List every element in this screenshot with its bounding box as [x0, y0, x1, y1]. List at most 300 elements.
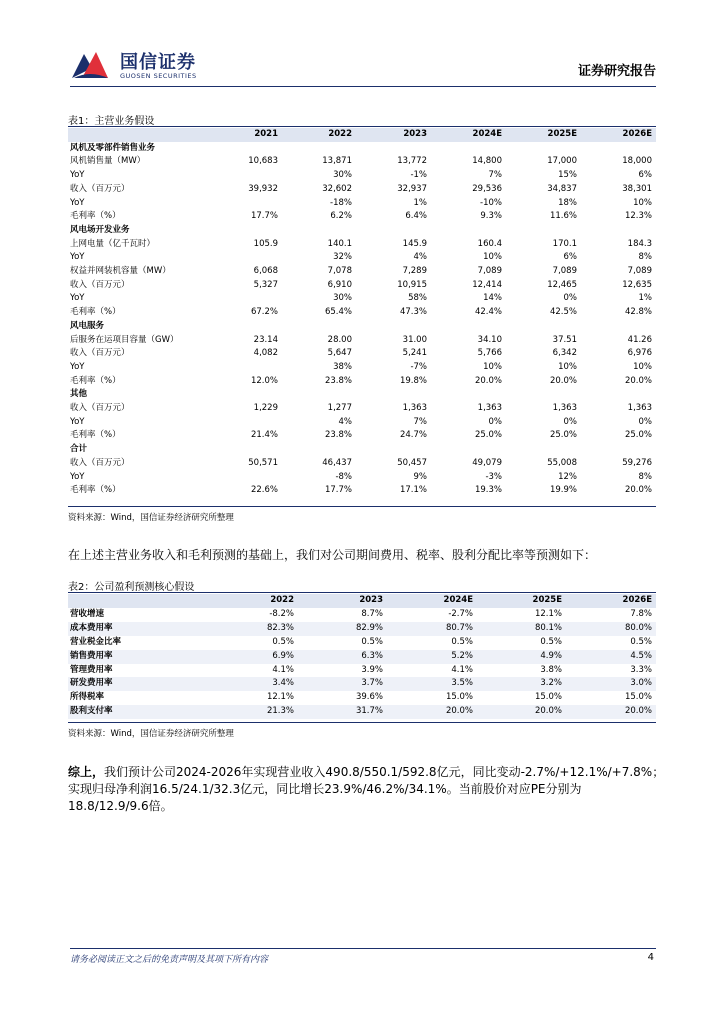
table-row [68, 402, 656, 416]
row-label: YoY [70, 361, 85, 372]
table-cell: 6.3% [298, 650, 387, 664]
table-cell: 10% [633, 197, 652, 208]
table-cell: -8.2% [269, 608, 294, 619]
table-cell: 24.7% [399, 430, 427, 441]
table-cell: 5.2% [387, 650, 477, 664]
table-cell: 32,602 [322, 183, 352, 194]
table-cell: 42.8% [624, 307, 652, 318]
row-label: 毛利率（%） [70, 485, 121, 496]
row-label: 上网电量（亿千瓦时） [70, 238, 156, 249]
row-label: 营收增速 [70, 608, 105, 619]
table-cell [506, 224, 581, 238]
table-cell: 30% [333, 293, 352, 304]
table-cell: 65.4% [324, 307, 352, 318]
table-cell: 11.6% [549, 211, 577, 222]
table-cell: 6% [563, 252, 577, 263]
row-label: 收入（百万元） [70, 457, 130, 468]
table-cell: 3.3% [630, 664, 652, 675]
table-cell: 4.5% [566, 650, 656, 664]
header-cell-year: 2022 [282, 128, 356, 142]
table-cell: 38,301 [622, 183, 652, 194]
table-cell: 12,465 [547, 279, 577, 290]
intro-paragraph: 在上述主营业务收入和毛利预测的基础上，我们对公司期间费用、税率、股利分配比率等预测如下： [68, 548, 597, 562]
table-cell: 0% [638, 416, 652, 427]
table-cell: 18,000 [622, 156, 652, 167]
table-cell [581, 320, 656, 334]
table-row [68, 169, 656, 183]
table-cell: 15.0% [445, 692, 473, 703]
footer-divider [70, 948, 656, 949]
table-cell: 3.4% [208, 677, 298, 691]
table-row [68, 197, 656, 211]
table-cell: -2.7% [448, 608, 473, 619]
header-cell-year: 2025E [477, 594, 566, 608]
table-cell [356, 320, 431, 334]
table-cell: 0% [563, 416, 577, 427]
table-cell: 3.7% [298, 677, 387, 691]
table-cell: 46,437 [322, 457, 352, 468]
table-cell: 15.0% [534, 692, 562, 703]
table-cell: 20.0% [387, 705, 477, 719]
header-cell-year: 2025E [506, 128, 581, 142]
table-cell: 28.00 [327, 334, 352, 345]
table-cell: 31.00 [402, 334, 427, 345]
table1-source: 资料来源：Wind，国信证券经济研究所整理 [68, 513, 234, 523]
table-cell: 7,089 [627, 266, 652, 277]
row-label: 收入（百万元） [70, 348, 130, 359]
row-label: YoY [70, 293, 85, 304]
table-cell [208, 388, 282, 402]
table-cell: 12,635 [622, 279, 652, 290]
table-cell: 50,571 [248, 457, 278, 468]
table-cell: 10% [633, 361, 652, 372]
table-cell: 19.9% [549, 485, 577, 496]
table-cell: 23.8% [324, 375, 352, 386]
header-cell-year: 2026E [581, 128, 656, 142]
table-cell: 10% [558, 361, 577, 372]
table-cell: 13,772 [397, 156, 427, 167]
table-cell [282, 443, 356, 457]
row-label: 收入（百万元） [70, 279, 130, 290]
row-label: 后服务在运项目容量（GW） [70, 334, 179, 345]
table-row [68, 334, 656, 348]
header-cell-year: 2023 [298, 594, 387, 608]
table-cell: 80.1% [477, 622, 566, 636]
guosen-logo-icon [70, 48, 110, 82]
header-cell-year: 2021 [208, 128, 282, 142]
table-row [68, 429, 656, 443]
table-cell: -1% [410, 170, 427, 181]
table-row [68, 677, 656, 691]
row-label: YoY [70, 197, 85, 208]
table-cell: 34,837 [547, 183, 577, 194]
table-cell: 8.7% [361, 608, 383, 619]
table-cell: 4.1% [451, 664, 473, 675]
table-cell: 15% [558, 170, 577, 181]
table-row [68, 238, 656, 252]
table-cell: 58% [408, 293, 427, 304]
row-label: 所得税率 [70, 692, 105, 703]
table-cell: 17.1% [399, 485, 427, 496]
table-cell: 50,457 [397, 457, 427, 468]
profit-forecast-assumptions-table [68, 594, 656, 719]
table-cell: 32,937 [397, 183, 427, 194]
table-cell: 5,647 [327, 348, 352, 359]
table-cell: 14,800 [472, 156, 502, 167]
table1-caption: 表1：主营业务假设 [68, 116, 155, 127]
table-cell: 17.7% [324, 485, 352, 496]
summary-paragraph [68, 764, 665, 815]
table-cell [282, 320, 356, 334]
table-cell: 10% [483, 361, 502, 372]
table-cell: 1,363 [477, 403, 502, 414]
table-cell: 8% [638, 252, 652, 263]
table-row [68, 347, 656, 361]
table-cell: 17,000 [547, 156, 577, 167]
table-cell: 3.9% [361, 664, 383, 675]
table-cell [208, 416, 282, 430]
table-cell: 80.0% [566, 622, 656, 636]
table-cell: 47.3% [399, 307, 427, 318]
table-cell: 6.4% [405, 211, 427, 222]
table-header-row [68, 594, 656, 608]
table-cell [208, 443, 282, 457]
header-cell-label [68, 594, 208, 608]
table-cell: 6,910 [327, 279, 352, 290]
table-cell: 0.5% [451, 636, 473, 647]
table-cell: 21.4% [250, 430, 278, 441]
table-cell: 67.2% [250, 307, 278, 318]
footer-disclaimer: 请务必阅读正文之后的免责声明及其项下所有内容 [70, 955, 269, 965]
table-cell: 31.7% [298, 705, 387, 719]
table-row [68, 650, 656, 664]
table-row [68, 251, 656, 265]
table-cell: 140.1 [327, 238, 352, 249]
table-cell: 160.4 [477, 238, 502, 249]
table-cell: 4% [413, 252, 427, 263]
main-business-assumptions-table [68, 128, 656, 498]
table2-top-rule [68, 592, 656, 593]
table-cell: 1,277 [327, 403, 352, 414]
table-cell: 7,089 [477, 266, 502, 277]
summary-line-1: 我们预计公司2024-2026年实现营业收入490.8/550.1/592.8亿元，同比变动-2.7%/+12.1%/+7.8%； [104, 765, 665, 779]
table-cell: 19.3% [474, 485, 502, 496]
table-cell: -8% [335, 471, 352, 482]
table-cell: 1,363 [552, 403, 577, 414]
table-cell: 20.0% [624, 485, 652, 496]
table-cell: 170.1 [552, 238, 577, 249]
table-cell [431, 224, 506, 238]
table-cell: -10% [480, 197, 502, 208]
table-cell: 39.6% [355, 692, 383, 703]
header-cell-year: 2024E [431, 128, 506, 142]
table-cell: 20.0% [549, 375, 577, 386]
table-cell: 29,536 [472, 183, 502, 194]
table-cell: 41.26 [627, 334, 652, 345]
row-label: 收入（百万元） [70, 403, 130, 414]
table-cell: 4,082 [253, 348, 278, 359]
table-cell: 34.10 [477, 334, 502, 345]
report-type-label: 证券研究报告 [577, 64, 656, 79]
table-cell: 19.8% [399, 375, 427, 386]
table-row [68, 183, 656, 197]
header-cell-year: 2026E [566, 594, 656, 608]
header-cell-year: 2023 [356, 128, 431, 142]
table-cell: 0.5% [361, 636, 383, 647]
table-row [68, 155, 656, 169]
header-cell-year: 2024E [387, 594, 477, 608]
table-row [68, 622, 656, 636]
row-label: 风机销售量（MW） [70, 156, 146, 167]
header-cell-year: 2022 [208, 594, 298, 608]
table-cell [208, 361, 282, 375]
table-cell: 7% [488, 170, 502, 181]
table-row [68, 416, 656, 430]
table-cell: 0.5% [540, 636, 562, 647]
table-cell [356, 388, 431, 402]
summary-line-2: 实现归母净利润16.5/24.1/32.3亿元，同比增长23.9%/46.2%/34.1%。当前股价对应PE分别为 [68, 782, 582, 796]
table-cell [581, 142, 656, 156]
table-row [68, 484, 656, 498]
table-cell: 6.2% [330, 211, 352, 222]
table-cell: 12.1% [266, 692, 294, 703]
table-cell: 25.0% [549, 430, 577, 441]
table-row [68, 292, 656, 306]
table-cell: 15.0% [624, 692, 652, 703]
table-cell [208, 142, 282, 156]
table-cell: -18% [330, 197, 352, 208]
table-cell: 12.0% [250, 375, 278, 386]
table-cell: 184.3 [627, 238, 652, 249]
table-cell: 6% [638, 170, 652, 181]
table-cell [506, 320, 581, 334]
table-cell: 1% [638, 293, 652, 304]
section-row [68, 142, 656, 156]
table-cell: 0% [488, 416, 502, 427]
row-label: YoY [70, 170, 85, 181]
table2-source: 资料来源：Wind，国信证券经济研究所整理 [68, 729, 234, 739]
table-cell: 4.9% [477, 650, 566, 664]
table-cell: 80.7% [387, 622, 477, 636]
section-title: 其他 [70, 389, 88, 400]
table-cell: 5,327 [253, 279, 278, 290]
table-cell: 3.2% [477, 677, 566, 691]
table-cell: 1,229 [253, 403, 278, 414]
table-cell: 23.14 [253, 334, 278, 345]
table-cell: 4% [338, 416, 352, 427]
table-row [68, 636, 656, 650]
table-row [68, 279, 656, 293]
table-cell: 10,683 [248, 156, 278, 167]
table-cell: 13,871 [322, 156, 352, 167]
table-cell: 9% [413, 471, 427, 482]
row-label: 毛利率（%） [70, 307, 121, 318]
header-cell-label [68, 128, 208, 142]
table-cell [208, 320, 282, 334]
table-row [68, 608, 656, 622]
section-title: 合计 [70, 444, 88, 455]
section-row [68, 320, 656, 334]
table-cell: 6.9% [208, 650, 298, 664]
table-cell: 1% [413, 197, 427, 208]
table-cell [208, 471, 282, 485]
table1-top-rule [68, 126, 656, 127]
table-cell [581, 224, 656, 238]
table-cell: 12.3% [624, 211, 652, 222]
section-row [68, 224, 656, 238]
section-title: 风电场开发业务 [70, 224, 130, 235]
row-label: 营业税金比率 [70, 636, 122, 647]
table-cell: 145.9 [402, 238, 427, 249]
table-cell: 55,008 [547, 457, 577, 468]
table-cell: 82.9% [298, 622, 387, 636]
table-cell: 25.0% [474, 430, 502, 441]
table-cell: 105.9 [253, 238, 278, 249]
table-row [68, 306, 656, 320]
page-header [70, 48, 656, 82]
table-cell [506, 388, 581, 402]
table-cell: 32% [333, 252, 352, 263]
table-cell [208, 251, 282, 265]
section-title: 风电服务 [70, 320, 105, 331]
table-cell: -3% [485, 471, 502, 482]
section-row [68, 443, 656, 457]
table-cell: 7,078 [327, 266, 352, 277]
table-cell: 12% [558, 471, 577, 482]
table-row [68, 705, 656, 719]
table-cell [581, 443, 656, 457]
table-cell: 42.4% [474, 307, 502, 318]
table-cell [356, 443, 431, 457]
table-cell: 14% [483, 293, 502, 304]
table-row [68, 210, 656, 224]
table-cell [506, 443, 581, 457]
row-label: 权益并网装机容量（MW） [70, 266, 171, 277]
table-row [68, 691, 656, 705]
table-cell: 8% [638, 471, 652, 482]
table-cell [356, 142, 431, 156]
row-label: YoY [70, 252, 85, 263]
table-cell [431, 388, 506, 402]
table-cell: 9.3% [480, 211, 502, 222]
table-cell: 1,363 [627, 403, 652, 414]
table-cell: 10% [483, 252, 502, 263]
table-cell [431, 320, 506, 334]
table-cell: 20.0% [477, 705, 566, 719]
table-cell [431, 142, 506, 156]
table-cell: 20.0% [474, 375, 502, 386]
table-cell: 12,414 [472, 279, 502, 290]
table-cell: 37.51 [552, 334, 577, 345]
table-row [68, 375, 656, 389]
table-cell: 25.0% [624, 430, 652, 441]
table-cell [208, 292, 282, 306]
table-row [68, 361, 656, 375]
table-cell: 59,276 [622, 457, 652, 468]
table-cell: 1,363 [402, 403, 427, 414]
table-cell: 21.3% [208, 705, 298, 719]
table-cell: 30% [333, 170, 352, 181]
table-cell [282, 224, 356, 238]
row-label: 收入（百万元） [70, 183, 130, 194]
table-cell [431, 443, 506, 457]
row-label: YoY [70, 416, 85, 427]
table2-bottom-rule [68, 722, 656, 723]
summary-lead: 综上， [68, 765, 105, 779]
table-cell [208, 169, 282, 183]
table-cell: 6,342 [552, 348, 577, 359]
table-cell: 0.5% [272, 636, 294, 647]
table-cell: 17.7% [250, 211, 278, 222]
brand-name-en: GUOSEN SECURITIES [120, 72, 197, 80]
header-divider [70, 86, 656, 87]
brand-name-cn: 国信证券 [120, 52, 196, 73]
table-cell [356, 224, 431, 238]
table-cell: 39,932 [248, 183, 278, 194]
table-cell [581, 388, 656, 402]
table-cell: 3.8% [540, 664, 562, 675]
table-cell: 7.8% [630, 608, 652, 619]
section-row [68, 388, 656, 402]
table2-caption: 表2：公司盈利预测核心假设 [68, 582, 195, 593]
table-cell: 38% [333, 361, 352, 372]
table-row [68, 664, 656, 678]
table-cell: 0% [563, 293, 577, 304]
table-cell: 7% [413, 416, 427, 427]
table-cell [282, 388, 356, 402]
table1-bottom-rule [68, 506, 656, 507]
table-cell: 12.1% [534, 608, 562, 619]
table-cell: 22.6% [250, 485, 278, 496]
row-label: 毛利率（%） [70, 430, 121, 441]
table-cell: 20.0% [566, 705, 656, 719]
table-cell: 7,089 [552, 266, 577, 277]
table-cell [506, 142, 581, 156]
table-cell: 6,976 [627, 348, 652, 359]
row-label: YoY [70, 471, 85, 482]
row-label: 研发费用率 [68, 677, 208, 691]
row-label: 股利支付率 [68, 705, 208, 719]
table-cell: 3.5% [387, 677, 477, 691]
table-cell: 5,241 [402, 348, 427, 359]
table-cell: 49,079 [472, 457, 502, 468]
table-cell [282, 142, 356, 156]
table-cell: 6,068 [253, 266, 278, 277]
table-cell: 10,915 [397, 279, 427, 290]
table-cell [208, 224, 282, 238]
table-cell: 7,289 [402, 266, 427, 277]
table-cell: 3.0% [566, 677, 656, 691]
table-cell: 20.0% [624, 375, 652, 386]
row-label: 毛利率（%） [70, 375, 121, 386]
table-cell: 23.8% [324, 430, 352, 441]
table-cell: 42.5% [549, 307, 577, 318]
section-title: 风机及零部件销售业务 [70, 142, 156, 153]
table-cell: 82.3% [208, 622, 298, 636]
row-label: 成本费用率 [68, 622, 208, 636]
table-cell: -7% [410, 361, 427, 372]
table-cell: 4.1% [272, 664, 294, 675]
table-row [68, 265, 656, 279]
table-cell: 5,766 [477, 348, 502, 359]
row-label: 销售费用率 [68, 650, 208, 664]
table-cell [208, 197, 282, 211]
table-row [68, 457, 656, 471]
row-label: 管理费用率 [70, 664, 113, 675]
table-cell: 18% [558, 197, 577, 208]
table-cell: 0.5% [630, 636, 652, 647]
table-header-row [68, 128, 656, 142]
